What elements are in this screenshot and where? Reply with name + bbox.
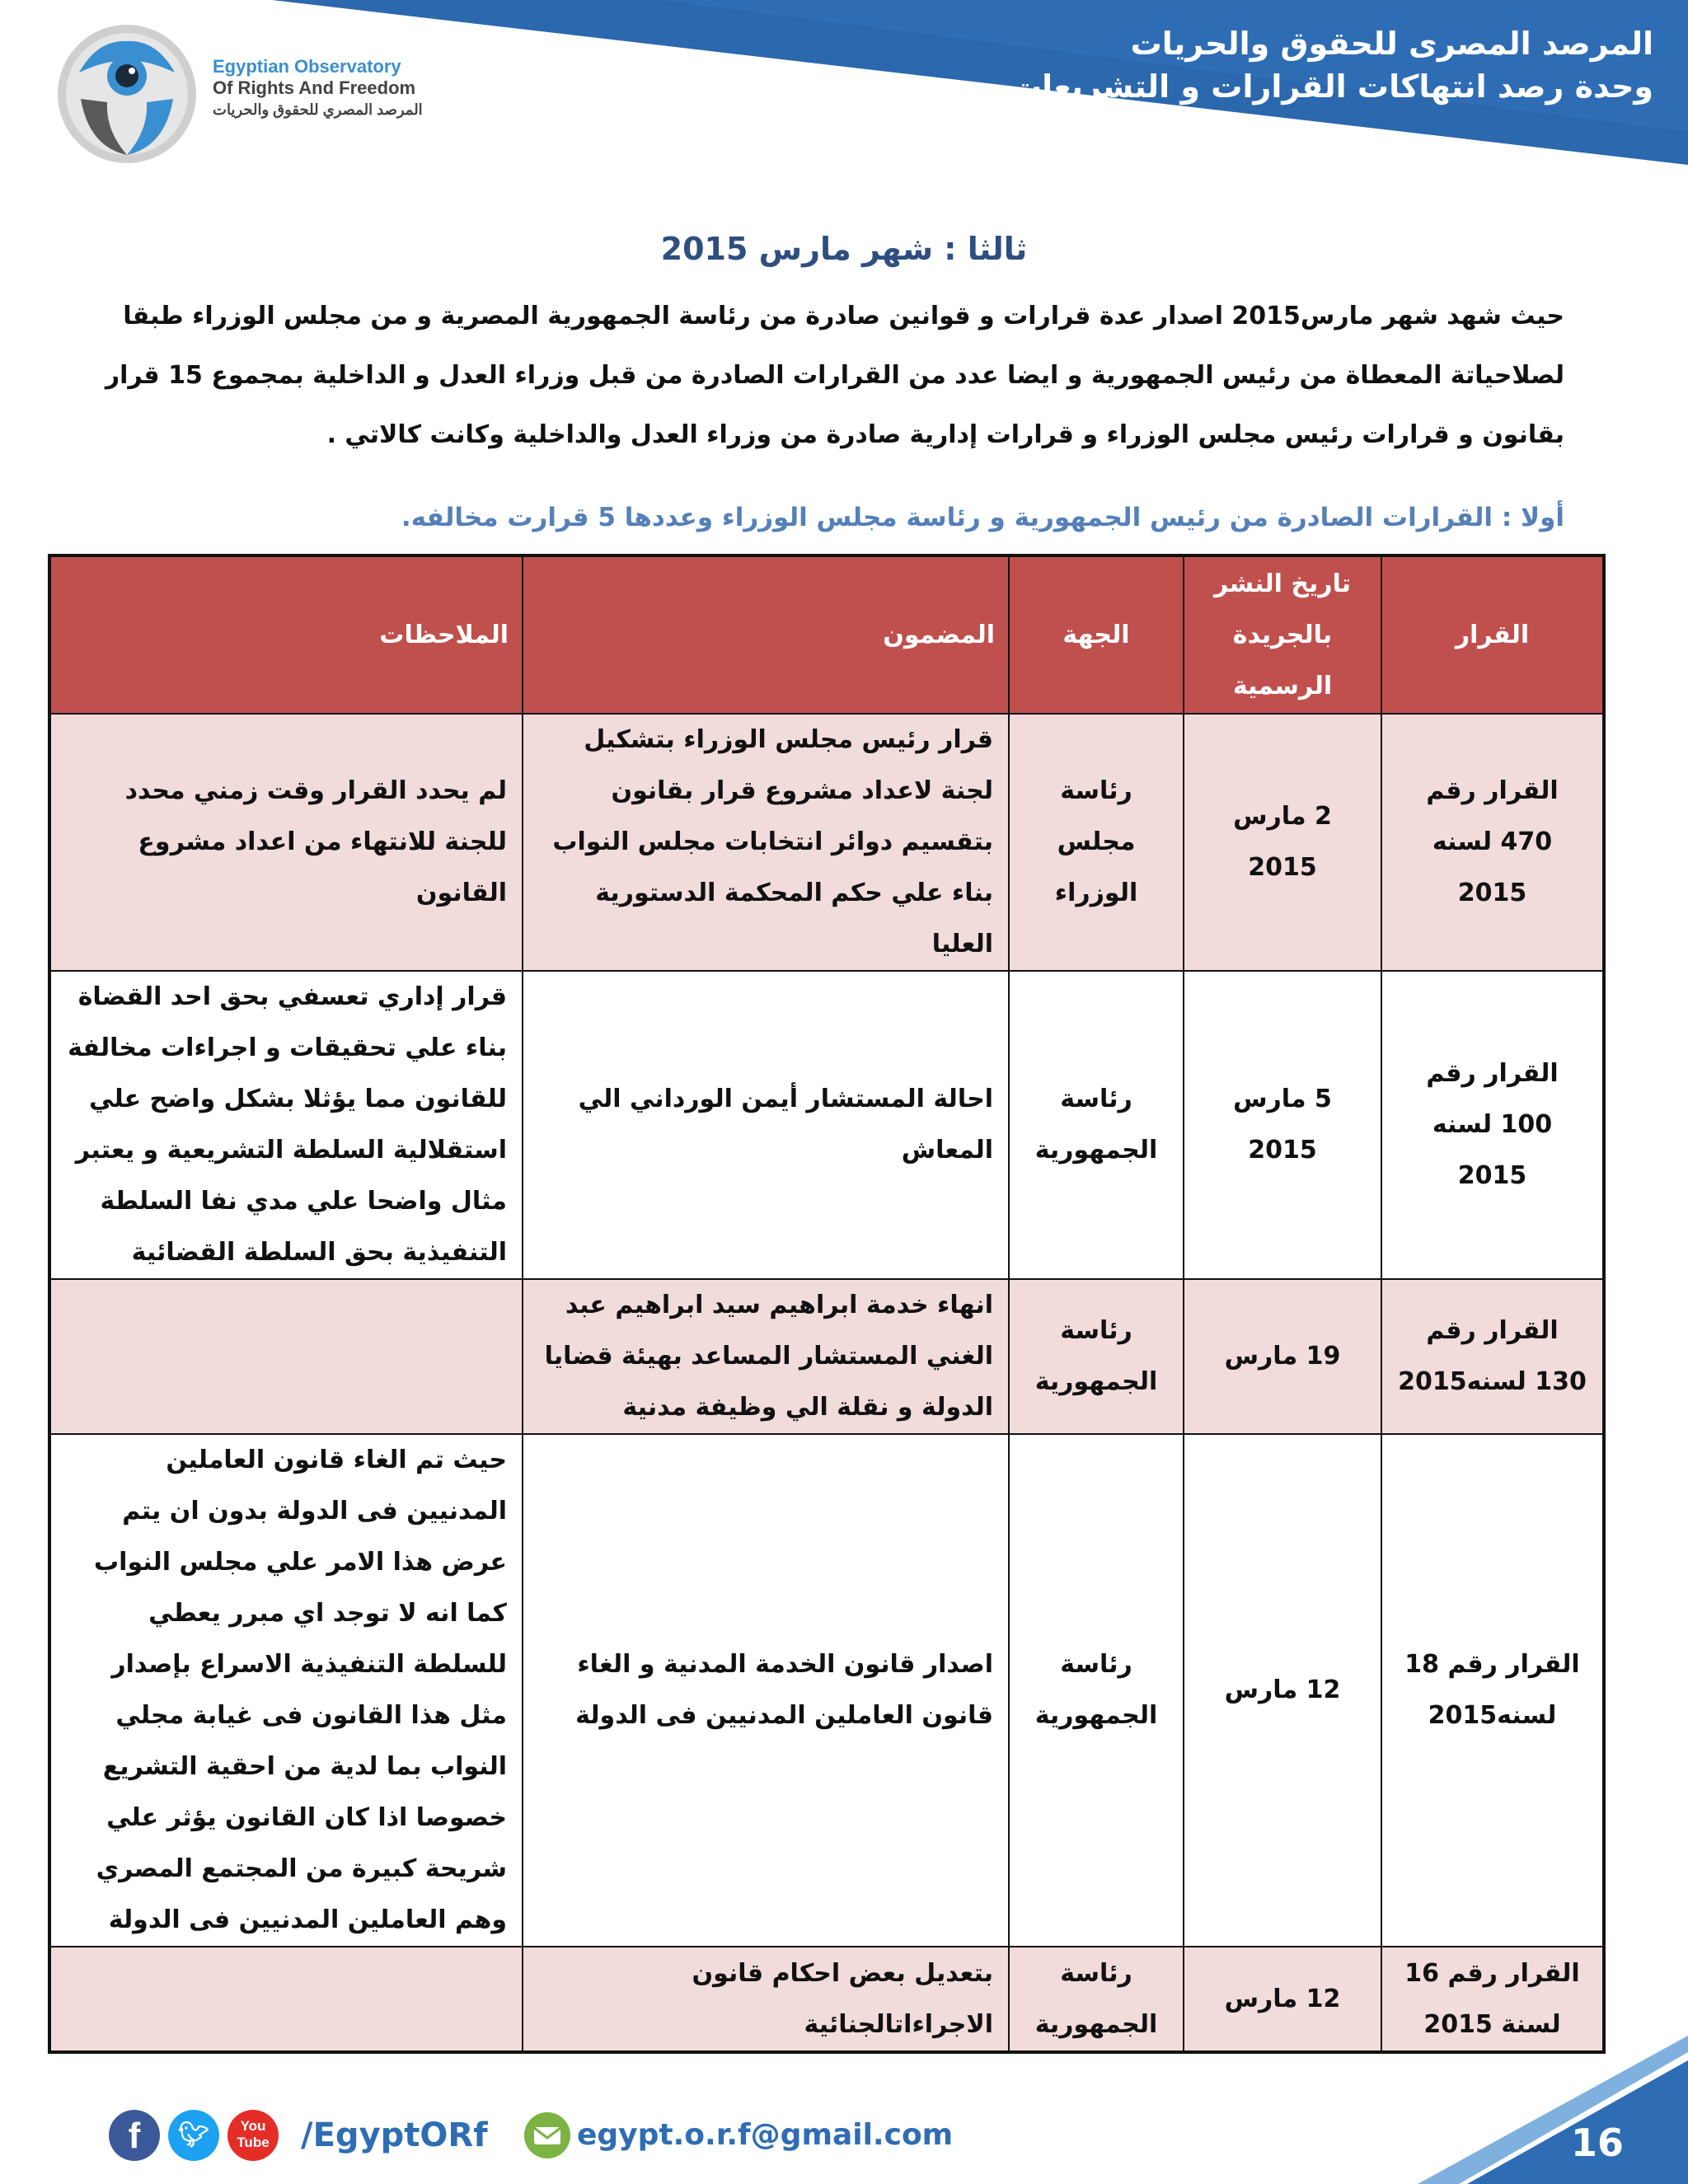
- cell-authority: رئاسة مجلس الوزراء: [1009, 714, 1184, 971]
- cell-date: 2 مارس 2015: [1184, 714, 1381, 971]
- cell-notes: [49, 1279, 523, 1434]
- cell-decision: القرار رقم 470 لسنه 2015: [1381, 714, 1604, 971]
- page-number: 16: [1570, 2121, 1624, 2165]
- cell-decision: القرار رقم 18 لسنه2015: [1381, 1434, 1604, 1947]
- cell-date: 19 مارس: [1184, 1279, 1381, 1434]
- twitter-icon[interactable]: 🐦︎: [168, 2110, 219, 2161]
- logo-text: [213, 56, 460, 120]
- header-decision: القرار: [1381, 555, 1604, 714]
- cell-notes: حيث تم الغاء قانون العاملين المدنيين فى الدولة بدون ان يتم عرض هذا الامر علي مجلس النواب كما انه لا توجد اي مبرر يعطي للسلطة التنفيذية الاسراع بإصدار مثل هذا القانون فى غيابة مجلي النواب بما لدية من احقية التشريع خصوصا اذا كان القانون يؤثر علي شريحة كبيرة من المجتمع المصري وهم العاملين المدنيين فى الدولة: [49, 1434, 523, 1947]
- cell-date: 12 مارس: [1184, 1947, 1381, 2052]
- cell-notes: قرار إداري تعسفي بحق احد القضاة بناء علي تحقيقات و اجراءات مخالفة للقانون مما يؤثلا بشكل واضح علي استقلالية السلطة التشريعية و يعتبر مثال واضحا علي مدي نفا السلطة التنفيذية بحق السلطة القضائية: [49, 971, 523, 1279]
- cell-content: اصدار قانون الخدمة المدنية و الغاء قانون العاملين المدنيين فى الدولة: [523, 1434, 1009, 1947]
- facebook-icon[interactable]: f: [109, 2110, 160, 2161]
- logo-name-line2: Of Rights And Freedom: [213, 77, 416, 98]
- cell-content: بتعديل بعض احكام قانون الاجراءاتالجنائية: [523, 1947, 1009, 2052]
- unit-subtitle: وحدة رصد انتهاكات القرارات و التشريعات: [1010, 68, 1653, 105]
- intro-line: حيث شهد شهر مارس2015 اصدار عدة قرارات و قوانين صادرة من رئاسة الجمهورية المصرية و من مجلس الوزراء طبقا: [123, 302, 1564, 330]
- header-authority: الجهة: [1009, 555, 1184, 714]
- cell-authority: رئاسة الجمهورية: [1009, 1434, 1184, 1947]
- cell-content: انهاء خدمة ابراهيم سيد ابراهيم عبد الغني المستشار المساعد بهيئة قضايا الدولة و نقلة الي وظيفة مدنية: [523, 1279, 1009, 1434]
- cell-content: قرار رئيس مجلس الوزراء بتشكيل لجنة لاعداد مشروع قرار بقانون بتقسيم دوائر انتخابات مجلس النواب بناء علي حكم المحكمة الدستورية العليا: [523, 714, 1009, 971]
- cell-decision: القرار رقم 100 لسنه 2015: [1381, 971, 1604, 1279]
- cell-decision: القرار رقم 130 لسنه2015: [1381, 1279, 1604, 1434]
- cell-notes: لم يحدد القرار وقت زمني محدد للجنة للانتهاء من اعداد مشروع القانون: [49, 714, 523, 971]
- social-handle-link[interactable]: /EgyptORf: [301, 2116, 488, 2154]
- table-row: [49, 1434, 1604, 1947]
- cell-authority: رئاسة الجمهورية: [1009, 1279, 1184, 1434]
- intro-line: بقانون و قرارات رئيس مجلس الوزراء و قرارات إدارية صادرة من وزراء العدل والداخلية وكانت كالاتي .: [326, 420, 1564, 449]
- decisions-table: [48, 554, 1606, 2054]
- header-titles: [664, 23, 1653, 109]
- email-icon: [524, 2112, 570, 2158]
- organization-title: المرصد المصرى للحقوق والحريات: [1130, 26, 1653, 62]
- header-publication-date: تاريخ النشر بالجريدة الرسمية: [1184, 555, 1381, 714]
- table-header-row: [49, 555, 1604, 714]
- table-row: [49, 1279, 1604, 1434]
- section-heading: ثالثا : شهر مارس 2015: [660, 231, 1028, 267]
- cell-decision: القرار رقم 16 لسنة 2015: [1381, 1947, 1604, 2052]
- table-row: [49, 971, 1604, 1279]
- subsection-heading: أولا : القرارات الصادرة من رئيس الجمهورية و رئاسة مجلس الوزراء وعددها 5 قرارت مخالفه.: [401, 503, 1564, 532]
- email-link[interactable]: egypt.o.r.f@gmail.com: [577, 2118, 954, 2152]
- cell-date: 5 مارس 2015: [1184, 971, 1381, 1279]
- logo-emblem-icon: [56, 23, 198, 165]
- cell-authority: رئاسة الجمهورية: [1009, 1947, 1184, 2052]
- header-notes: الملاحظات: [49, 555, 523, 714]
- intro-line: لصلاحياتة المعطاة من رئيس الجمهورية و ايضا عدد من القرارات الصادرة من قبل وزراء العدل و الداخلية بمجموع 15 قرار: [105, 361, 1564, 390]
- logo-name-arabic: المرصد المصري للحقوق والحريات: [213, 101, 423, 118]
- youtube-icon[interactable]: You Tube: [227, 2110, 279, 2161]
- cell-content: احالة المستشار أيمن الورداني الي المعاش: [523, 971, 1009, 1279]
- table-row: [49, 714, 1604, 971]
- cell-date: 12 مارس: [1184, 1434, 1381, 1947]
- header-content: المضمون: [523, 555, 1009, 714]
- intro-paragraph: [105, 287, 1564, 465]
- cell-authority: رئاسة الجمهورية: [1009, 971, 1184, 1279]
- logo-name-line1: Egyptian Observatory: [213, 56, 401, 77]
